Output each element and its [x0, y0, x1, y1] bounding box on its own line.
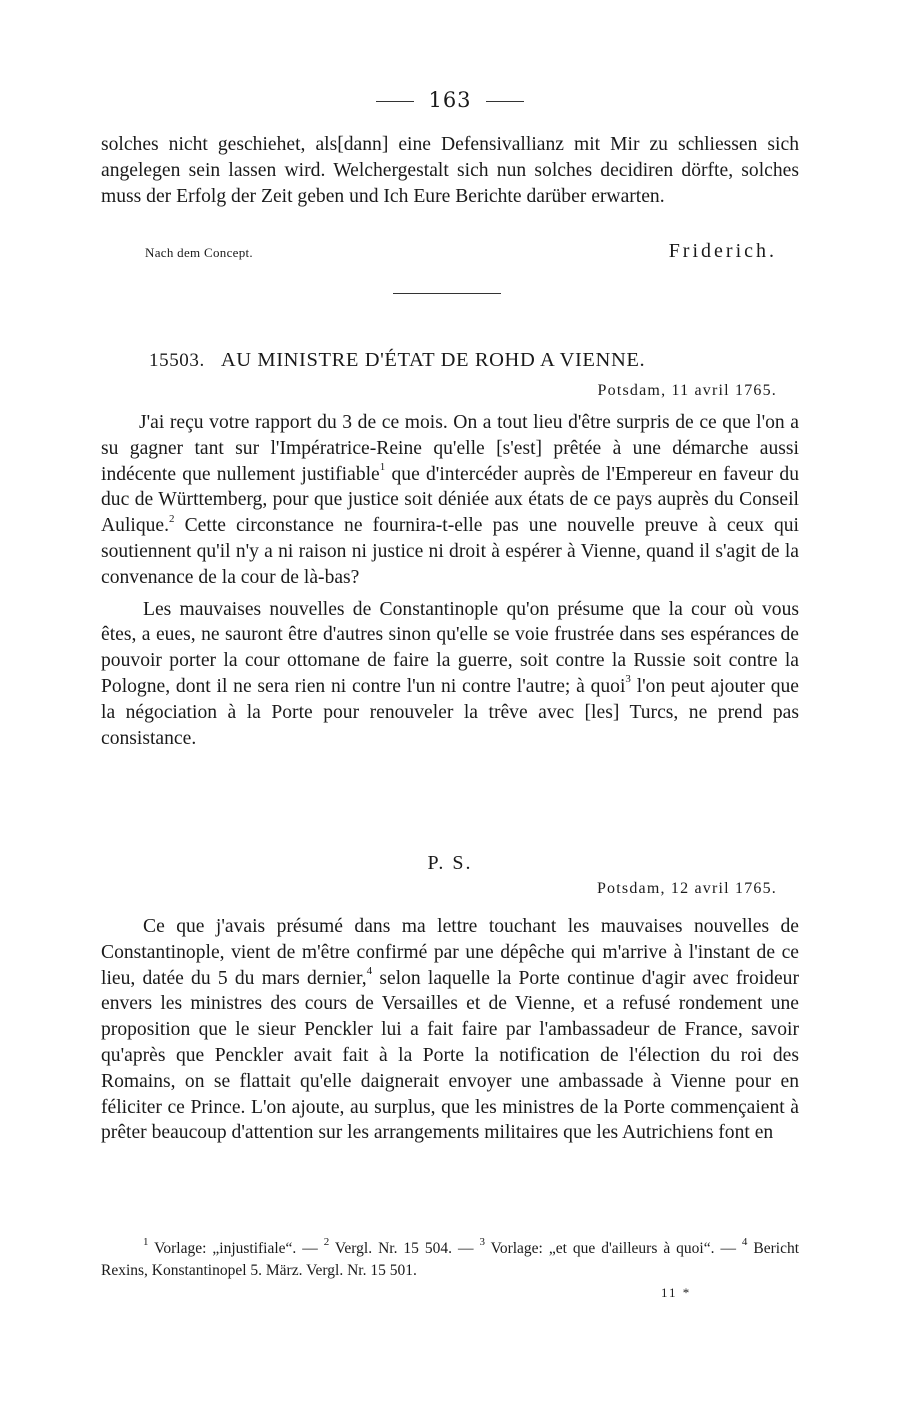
- letter-number: 15503.: [149, 350, 205, 371]
- footnote-1: Vorlage: „injustifiale“. —: [148, 1240, 324, 1257]
- letter-title: AU MINISTRE D'ÉTAT DE ROHD A VIENNE.: [220, 349, 646, 371]
- postscript-text-a: Ce que j'avais présumé dans ma lettre touchant les mauvaises nouvelles de Constantinople, vient de m'être confirmé par une dépêche qui m'arrive à l'instant de ce lieu, datée du 5 du mars dernier,: [101, 916, 799, 989]
- footnote-3: Vorlage: „et que d'ailleurs à quoi“. —: [484, 1240, 742, 1257]
- footnote-list: [101, 1235, 800, 1282]
- footnote-ref-1: 1: [379, 461, 386, 474]
- footnote-ref-2: 2: [169, 512, 175, 525]
- document-page: [101, 0, 799, 1404]
- letter-p1-text-a: J'ai reçu votre rapport du 3 de ce mois. On a tout lieu d'être surpris de ce que l'on a su gagner tant sur l'Impératrice-Reine qu'elle [s'est] prêtée à une démarche aussi indécente que nullement justifiable: [101, 412, 799, 485]
- footnote-mark-1: 1: [143, 1235, 149, 1248]
- footnote-ref-3: 3: [625, 673, 631, 686]
- footnotes: [101, 1235, 800, 1282]
- postscript-paragraph: [101, 914, 799, 1146]
- sheet-signature: 11 *: [661, 1285, 692, 1300]
- continuation-paragraph: solches nicht geschiehet, als[dann] eine Defensivallianz mit Mir zu schliessen sich angelegen sein lassen wird. Welchergestalt sich nun solches decidiren dörfte, solches muss der Erfolg der Zeit geben und Ich Eure Berichte darüber erwarten.: [101, 134, 799, 207]
- footnote-mark-2: 2: [323, 1235, 330, 1248]
- footnote-ref-4: 4: [366, 965, 373, 978]
- page-header: [101, 88, 799, 112]
- letter-p1-text-b: que d'intercéder auprès de l'Empereur en faveur du duc de Württemberg, pour que justice soit déniée aux états de ce pays auprès du Conseil Aulique.: [101, 463, 799, 537]
- page-number: 163: [428, 88, 472, 112]
- postscript-dateline: Potsdam, 12 avril 1765.: [596, 880, 777, 897]
- concept-note: Nach dem Concept.: [145, 245, 253, 260]
- letter-paragraph-2: [101, 597, 799, 752]
- letter-paragraph-1: [101, 410, 799, 591]
- postscript-text-b: selon laquelle la Porte continue d'agir avec froideur envers les ministres des cours de Versailles et de Vienne, et a refusé rondement une proposition que le sieur Penckler lui a fait faire par l'ambassadeur de France, savoir qu'après que Penckler avait fait à la Porte la notification de l'élection du roi des Romains, on se flattait qu'elle daignerait envoyer une ambassade à Vienne pour en féliciter ce Prince. L'on ajoute, au surplus, que les ministres de la Porte commençaient à prêter beaucoup d'attention sur les arrangements militaires que les Autrichiens font en: [101, 967, 800, 1144]
- footnote-mark-4: 4: [741, 1235, 748, 1248]
- letter-p2-text-b: l'on peut ajouter que la négociation à la Porte pour renouveler la trêve avec [les] Turcs, ne prend pas consistance.: [101, 675, 799, 749]
- letter-p2-text-a: Les mauvaises nouvelles de Constantinople qu'on présume que la cour où vous êtes, a eues, ne sauront être d'autres sinon qu'elle se voie frustrée dans ses espérances de pouvoir porter la cour ottomane de faire la guerre, soit contre la Russie soit contre la Pologne, dont il ne sera rien ni contre l'un ni contre l'autre; à quoi: [101, 598, 799, 697]
- letter-p1-text-c: Cette circonstance ne fournira-t-elle pas une nouvelle preuve à ceux qui soutiennent qu'il n'y a ni raison ni justice ni droit à espérer à Vienne, quand il s'agit de la convenance de la cour de là-bas?: [101, 515, 799, 588]
- postscript-body: [101, 914, 799, 1146]
- letter-body: [101, 410, 799, 751]
- header-rule-left: [376, 101, 414, 102]
- letter-dateline: Potsdam, 11 avril 1765.: [597, 382, 777, 399]
- continuation-block: [101, 132, 799, 209]
- section-separator: [393, 293, 501, 294]
- postscript-label: P. S.: [427, 852, 473, 874]
- footnote-2: Vergl. Nr. 15 504. —: [329, 1240, 480, 1257]
- signature-line: [101, 240, 799, 263]
- header-rule-right: [486, 101, 524, 102]
- footnote-mark-3: 3: [479, 1235, 485, 1248]
- footnote-4: Bericht Rexins, Konstantinopel 5. März. Vergl. Nr. 15 501.: [101, 1240, 800, 1279]
- signature: Friderich.: [668, 240, 777, 262]
- letter-heading: [101, 349, 799, 372]
